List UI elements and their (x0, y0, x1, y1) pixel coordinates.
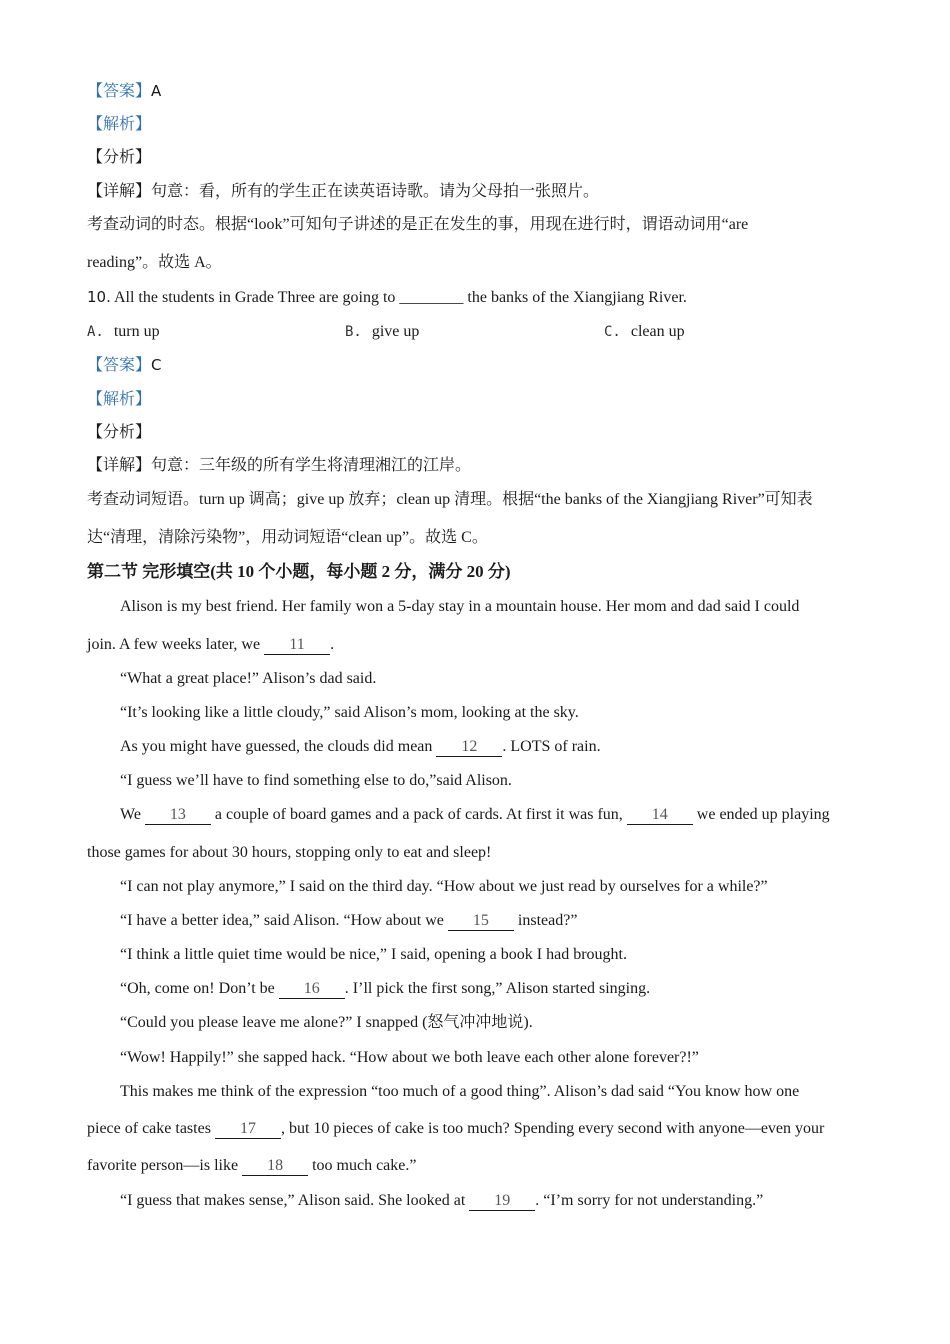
passage-p6-line2: those games for about 30 hours, stopping only to eat and sleep! (87, 844, 492, 861)
passage-p14 (120, 1191, 763, 1211)
passage-p11: “Could you please leave me alone?” I snapped (怒气冲冲地说). (120, 1014, 533, 1031)
explain-q9-line2: reading”。故选 A。 (87, 254, 222, 271)
question-10 (87, 287, 687, 308)
text-run: . I’ll pick the first song,” Alison started singing. (344, 980, 651, 997)
section-title: 第二节 完形填空(共 10 个小题，每小题 2 分，满分 20 分) (87, 562, 511, 581)
option-letter: B. (345, 324, 362, 340)
passage-p10 (120, 979, 650, 999)
answer-line-q9 (87, 81, 161, 102)
option-text: turn up (113, 323, 160, 340)
fenxi-label-q9: 【分析】 (87, 149, 152, 166)
passage-p1-line2 (87, 635, 334, 655)
passage-p7: “I can not play anymore,” I said on the third day. “How about we just read by ourselves for a while?” (120, 878, 768, 895)
passage-p1-line1: Alison is my best friend. Her family won a 5-day stay in a mountain house. Her mom and dad said I could (120, 598, 800, 615)
passage-p2: “What a great place!” Alison’s dad said. (120, 670, 377, 687)
passage-p12: “Wow! Happily!” she sapped hack. “How about we both leave each other alone forever?!” (120, 1049, 699, 1066)
text-run: we ended up playing (692, 806, 830, 823)
text-run: a couple of board games and a pack of cards. At first it was fun, (210, 806, 627, 823)
passage-p13-line2 (87, 1119, 824, 1139)
passage-p4 (120, 737, 601, 757)
jiexi-label-q10: 【解析】 (87, 391, 152, 408)
passage-p9: “I think a little quiet time would be nice,” I said, opening a book I had brought. (120, 946, 627, 963)
passage-p3: “It’s looking like a little cloudy,” said Alison’s mom, looking at the sky. (120, 704, 579, 721)
text-run: piece of cake tastes (87, 1120, 215, 1137)
text-run: . (330, 636, 335, 653)
text-run: . LOTS of rain. (502, 738, 601, 755)
answer-value: A (151, 82, 162, 100)
explain-q9-line1: 考查动词的时态。根据“look”可知句子讲述的是正在发生的事，用现在进行时，谓语动词用“are (87, 216, 749, 233)
text-run: instead?” (513, 912, 578, 929)
passage-p13-line3 (87, 1156, 416, 1176)
question-number: 10. (87, 288, 111, 306)
blank-18: 18 (242, 1157, 308, 1176)
blank-17: 17 (215, 1120, 281, 1139)
text-run: , but 10 pieces of cake is too much? Spending every second with anyone—even your (280, 1120, 825, 1137)
detail-q9: 【详解】句意：看，所有的学生正在读英语诗歌。请为父母拍一张照片。 (87, 183, 600, 200)
text-run: “I guess that makes sense,” Alison said. She looked at (120, 1192, 470, 1209)
option-text: give up (371, 323, 420, 340)
text-run: “I have a better idea,” said Alison. “How about we (120, 912, 448, 929)
blank-14: 14 (627, 806, 693, 825)
passage-p13-line1: This makes me think of the expression “too much of a good thing”. Alison’s dad said “You know how one (120, 1083, 800, 1100)
passage-p8 (120, 911, 577, 931)
detail-q10: 【详解】句意：三年级的所有学生将清理湘江的江岸。 (87, 457, 472, 474)
option-c (604, 322, 685, 342)
answer-value: C (151, 356, 162, 374)
option-b (345, 322, 419, 342)
blank-19: 19 (469, 1192, 535, 1211)
option-a (87, 322, 160, 342)
text-run: too much cake.” (308, 1157, 417, 1174)
explain-q10-line2: 达“清理，清除污染物”，用动词短语“clean up”。故选 C。 (87, 529, 488, 546)
blank-16: 16 (279, 980, 345, 999)
answer-label: 【答案】 (87, 83, 152, 100)
answer-label: 【答案】 (87, 357, 152, 374)
text-run: We (120, 806, 145, 823)
explain-q10-line1: 考查动词短语。turn up 调高；give up 放弃；clean up 清理。根据“the banks of the Xiangjiang River”可知表 (87, 491, 813, 508)
passage-p5: “I guess we’ll have to find something else to do,”said Alison. (120, 772, 512, 789)
blank-11: 11 (264, 636, 330, 655)
option-text: clean up (630, 323, 685, 340)
fenxi-label-q10: 【分析】 (87, 424, 152, 441)
text-run: As you might have guessed, the clouds did mean (120, 738, 437, 755)
blank-15: 15 (448, 912, 514, 931)
text-run: “Oh, come on! Don’t be (120, 980, 279, 997)
option-letter: A. (87, 324, 104, 340)
passage-p6-line1 (120, 805, 830, 825)
text-run: join. A few weeks later, we (87, 636, 265, 653)
text-run: favorite person—is like (87, 1157, 243, 1174)
blank-12: 12 (436, 738, 502, 757)
option-letter: C. (604, 324, 621, 340)
text-run: . “I’m sorry for not understanding.” (535, 1192, 764, 1209)
question-stem: All the students in Grade Three are going to ________ the banks of the Xiangjiang River. (113, 289, 687, 306)
answer-line-q10 (87, 355, 162, 376)
blank-13: 13 (145, 806, 211, 825)
jiexi-label-q9: 【解析】 (87, 116, 152, 133)
